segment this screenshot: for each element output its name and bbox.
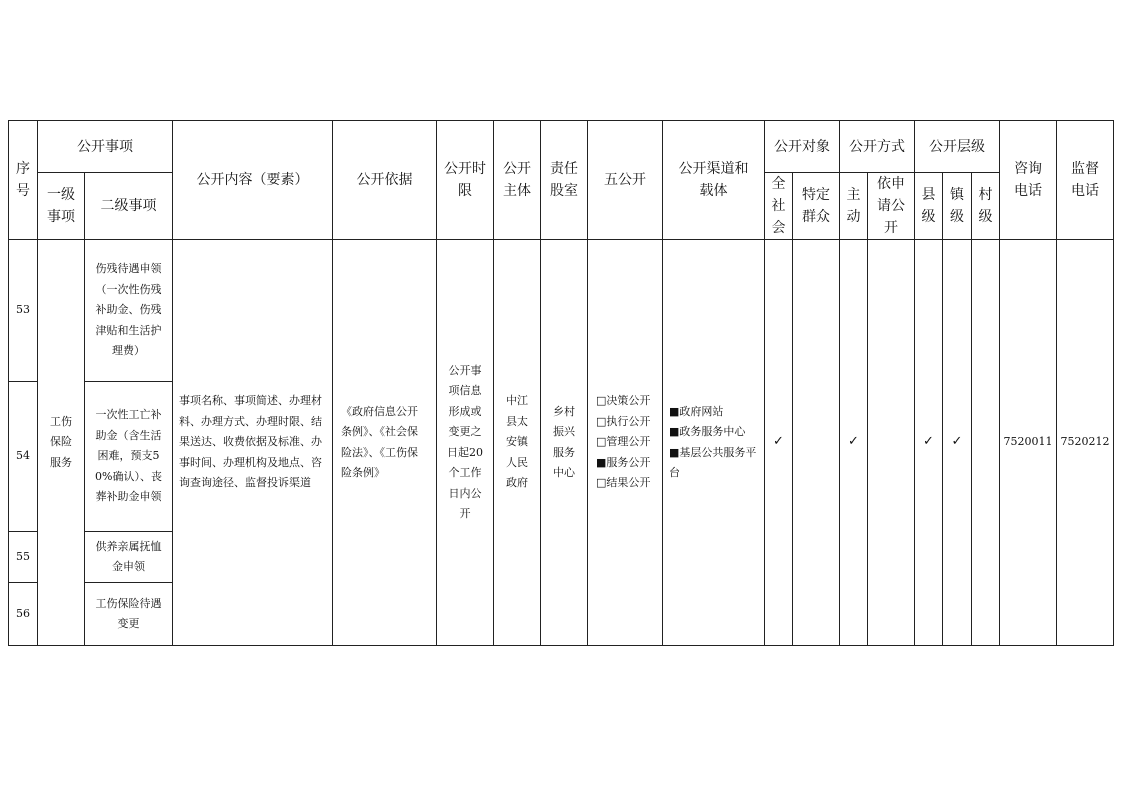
five-open-decision: □决策公开 xyxy=(596,394,651,408)
row-seq: 54 xyxy=(9,382,38,532)
header-items: 公开事项 xyxy=(38,121,173,173)
five-open-management: □管理公开 xyxy=(596,435,651,449)
five-open-service: ■服务公开 xyxy=(596,455,651,469)
disclosure-table xyxy=(8,120,1114,646)
row-seq: 53 xyxy=(9,240,38,382)
group-content: 事项名称、事项简述、办理材料、办理方式、办理时限、结果送达、收费依据及标准、办事时间、办理机构及地点、咨询查询途径、监督投诉渠道 xyxy=(173,240,333,646)
header-level1: 一级事项 xyxy=(38,173,85,240)
header-time-limit: 公开时限 xyxy=(437,121,494,240)
header-office: 责任股室 xyxy=(541,121,588,240)
row-level2: 工伤保险待遇变更 xyxy=(85,583,173,646)
header-method-apply: 依申请公开 xyxy=(868,173,915,240)
row-level2: 供养亲属抚恤金申领 xyxy=(85,532,173,583)
row-seq: 55 xyxy=(9,532,38,583)
header-level: 公开层级 xyxy=(915,121,1000,173)
header-consult-phone: 咨询电话 xyxy=(1000,121,1057,240)
group-consult-phone: 7520011 xyxy=(1000,240,1057,646)
group-lvl-county: ✓ xyxy=(915,240,943,646)
row-level2: 伤残待遇申领（一次性伤残补助金、伤残津贴和生活护理费） xyxy=(85,240,173,382)
row-seq: 56 xyxy=(9,583,38,646)
header-lvl-town: 镇级 xyxy=(943,173,972,240)
header-seq: 序号 xyxy=(9,121,38,240)
group-method-active: ✓ xyxy=(840,240,868,646)
group-lvl-village xyxy=(972,240,1000,646)
header-supervise-phone: 监督电话 xyxy=(1057,121,1114,240)
five-open-result: □结果公开 xyxy=(596,476,651,490)
header-method-active: 主动 xyxy=(840,173,868,240)
header-content: 公开内容（要素） xyxy=(173,121,333,240)
header-basis: 公开依据 xyxy=(333,121,437,240)
channel-service-center: ■政务服务中心 xyxy=(669,425,746,438)
header-method: 公开方式 xyxy=(840,121,915,173)
header-five-open: 五公开 xyxy=(588,121,663,240)
group-level1: 工伤保险服务 xyxy=(38,240,85,646)
group-five-open xyxy=(588,240,663,646)
group-lvl-town: ✓ xyxy=(943,240,972,646)
group-time-limit: 公开事项信息形成或变更之日起20个工作日内公开 xyxy=(437,240,494,646)
header-lvl-village: 村级 xyxy=(972,173,1000,240)
disclosure-table-container xyxy=(8,120,1113,641)
header-row-1 xyxy=(9,121,1114,173)
group-aud-all: ✓ xyxy=(765,240,793,646)
group-aud-specific xyxy=(793,240,840,646)
header-audience: 公开对象 xyxy=(765,121,840,173)
header-channel: 公开渠道和载体 xyxy=(663,121,765,240)
header-aud-all: 全社会 xyxy=(765,173,793,240)
group-supervise-phone: 7520212 xyxy=(1057,240,1114,646)
group-basis: 《政府信息公开条例》、《社会保险法》、《工伤保险条例》 xyxy=(333,240,437,646)
group-method-apply xyxy=(868,240,915,646)
group-subject: 中江县太安镇人民政府 xyxy=(494,240,541,646)
five-open-execution: □执行公开 xyxy=(596,414,651,428)
header-level2: 二级事项 xyxy=(85,173,173,240)
header-subject: 公开主体 xyxy=(494,121,541,240)
header-aud-specific: 特定群众 xyxy=(793,173,840,240)
group-channel xyxy=(663,240,765,646)
table-row xyxy=(9,240,1114,382)
channel-grassroots-platform: ■基层公共服务平台 xyxy=(669,445,757,479)
header-lvl-county: 县级 xyxy=(915,173,943,240)
channel-website: ■政府网站 xyxy=(669,404,724,418)
group-office: 乡村振兴服务中心 xyxy=(541,240,588,646)
row-level2: 一次性工亡补助金（含生活困难，预支50%确认）、丧葬补助金申领 xyxy=(85,382,173,532)
